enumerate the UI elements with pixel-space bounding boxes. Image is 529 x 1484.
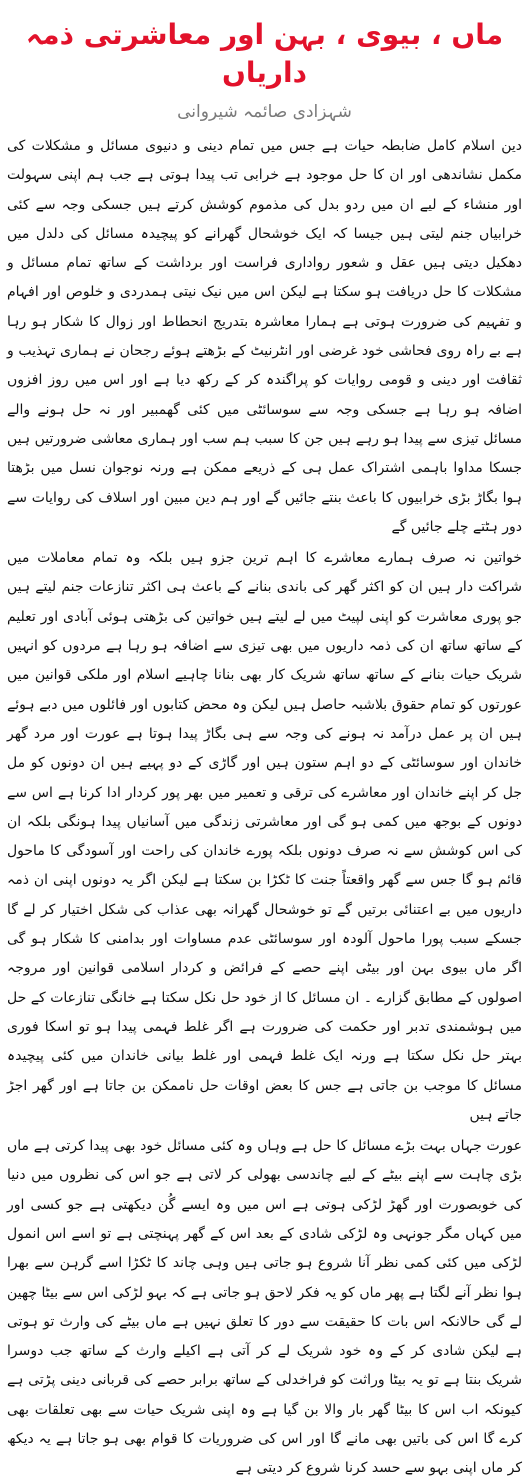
paragraph-3: عورت جہاں بہت بڑے مسائل کا حل ہے وہاں وہ کئی مسائل خود بھی پیدا کرتی ہے ماں بڑی چاہت سے اپنے بیٹے کے لیے چاندسی بھولی کر لاتی ہے جو اس کی نظروں میں دنیا کی خوبصورت اور گھڑ لڑکی ہوتی ہے اس میں وہ ایسے گُن دیکھتی ہے جو کسی اور میں کہاں مگر جونہی وہ لڑکی شادی کے بعد اس کے گھر پہنچتی ہے تو اسے اس انمول لڑکی میں کئی کمی نظر آنا شروع ہو جاتی ہیں وہی چاند کا ٹکڑا اسے گرہن سے بھرا ہوا نظر آنے لگتا ہے پھر ماں کو یہ فکر لاحق ہو جاتی ہے کہ بہو لڑکی اس سے بیٹا چھین لے گی حالانکہ اس بات کا حقیقت سے دور کا تعلق نہیں ہے ماں بیٹے کی وارث تو ہوتی ہے لیکن شادی کر کے وہ خود شریک لے کر آتی ہے اکیلے وارث کے ساتھ جب دوسرا شریک بنتا ہے تو یہ بیٹا وراثت کو فراخدلی کے ساتھ برابر حصے کی قربانی دینی پڑتی ہے کیونکہ اب اس کا بیٹا گھر بار والا بن گیا ہے وہ اپنی شریک حیات سے بھی تعلقات بھی کرے گا اس کی باتیں بھی مانے گا اور اس کی ضروریات کا قوام بھی ہو جاتا ہے یہ دیکھ کر ماں اپنی بہو سے حسد کرنا شروع کر دیتی ہے xyxy=(7,1138,522,1477)
paragraph-1: دین اسلام کامل ضابطہ حیات ہے جس میں تمام دینی و دنیوی مسائل و مشکلات کی مکمل نشاندھی اور ان کا حل موجود ہے خرابی تب پیدا ہوتی ہے جب ہم اپنی سہولت اور منشاء کے لیے ان میں ردو بدل کی مذموم کوشش کرتے ہیں جسکی وجہ سے کئی خرابیاں جنم لیتی ہیں جیسا کہ ایک خوشحال گھرانے کو پیچیدہ مسائل کی دلدل میں دھکیل دیتی ہیں عقل و شعور رواداری فراست اور برداشت کے ساتھ تمام مسائل و مشکلات کا حل دریافت ہو سکتا ہے لیکن اس میں نیک نیتی ہمدردی و خلوص اور افہام و تفہیم کی ضرورت ہوتی ہے ہمارا معاشرہ بتدریج انحطاط اور زوال کا شکار ہو رہا ہے بے راہ روی فحاشی خود غرضی اور انٹرنیٹ کے بڑھتے ہوئے رجحان نے ہماری تہذیب و ثقافت اور دینی و قومی روایات کو پراگندہ کر کے رکھ دیا ہے اور اس میں روز افزوں اضافہ ہو رہا ہے جسکی وجہ سے سوسائٹی میں کئی گھمبیر اور نہ حل ہونے والے مسائل تیزی سے پیدا ہو رہے ہیں جن کا سبب ہم سب اور ہماری معاشی ضرورتیں ہیں جسکا مداوا باہمی اشتراک عمل ہی کے ذریعے ممکن ہے ورنہ نوجوان نسل میں بڑھتا ہوا بگاڑ بڑی خرابیوں کا باعث بنتے جائیں گے اور ہم دین مبین اور اسلاف کی روایات سے دور ہٹتے چلے جائیں گے xyxy=(7,138,522,535)
paragraph-2: خواتین نہ صرف ہمارے معاشرے کا اہم ترین جزو ہیں بلکہ وہ تمام معاملات میں شراکت دار ہیں ان کو اکثر گھر کی باندی بنانے کے باعث ہی اکثر تنازعات جنم لیتے ہیں جو پوری معاشرت کو اپنی لپیٹ میں لے لیتے ہیں خواتین کی بڑھتی ہوئی آبادی اور تعلیم کے ساتھ ساتھ ان کی ذمہ داریوں میں بھی تیزی سے اضافہ ہو رہا ہے مردوں کو انہیں شریک حیات بنانے کے ساتھ ساتھ شریک کار بھی بنانا چاہیے اسلام اور ملکی قوانین میں عورتوں کو تمام حقوق بلاشبہ حاصل ہیں لیکن وہ محض کتابوں اور فائلوں میں دبے ہوئے ہیں ان پر عمل درآمد نہ ہونے کی وجہ سے ہی بگاڑ پیدا ہوتا ہے عورت اور مرد گھر خاندان اور سوسائٹی کے دو اہم ستون ہیں اور گاڑی کے دو پہیے ہیں ان دونوں کو مل جل کر اپنے خاندان اور معاشرے کی ترقی و تعمیر میں بھر پور کردار ادا کرنا ہے اس سے دونوں کے بوجھ میں کمی ہو گی اور معاشرتی زندگی میں آسانیاں پیدا ہونگی بلکہ ان کی اس کوشش سے نہ صرف دونوں بلکہ پورے خاندان کی راحت اور آسودگی کا ماحول قائم ہو گا جس سے گھر واقعتاً جنت کا ٹکڑا بن سکتا ہے لیکن اگر یہ دونوں اپنی ان ذمہ داریوں میں بے اعتنائی برتیں گے تو خوشحال گھرانہ بھی عذاب کی شکل اختیار کر لے گا جسکے سبب پورا ماحول آلودہ اور سوسائٹی عدم مساوات اور بدامنی کا شکار ہو گی اگر ماں بیوی بہن اور بیٹی اپنے حصے کے فرائض و کردار اسلامی قوانین اور مروجہ اصولوں کے مطابق گزارے ۔ ان مسائل کا از خود حل نکل سکتا ہے خانگی تنازعات کے حل میں ہوشمندی تدبر اور حکمت کی ضرورت ہے اگر غلط فہمی پیدا ہو تو اسکا فوری بہتر حل نکل سکتا ہے ورنہ ایک غلط فہمی اور غلط بیانی خاندان میں کئی پیچیدہ مسائل کا موجب بن جاتی ہے جس کا بعض اوقات حل ناممکن بن جاتا ہے اور گھر اجڑ جاتے ہیں xyxy=(7,550,522,1123)
article-body xyxy=(7,132,522,1484)
article-title: ماں ، بیوی ، بہن اور معاشرتی ذمہ داریاں xyxy=(25,18,504,89)
article-header xyxy=(0,0,529,122)
author-byline: شہزادی صائمہ شیروانی xyxy=(177,102,352,122)
